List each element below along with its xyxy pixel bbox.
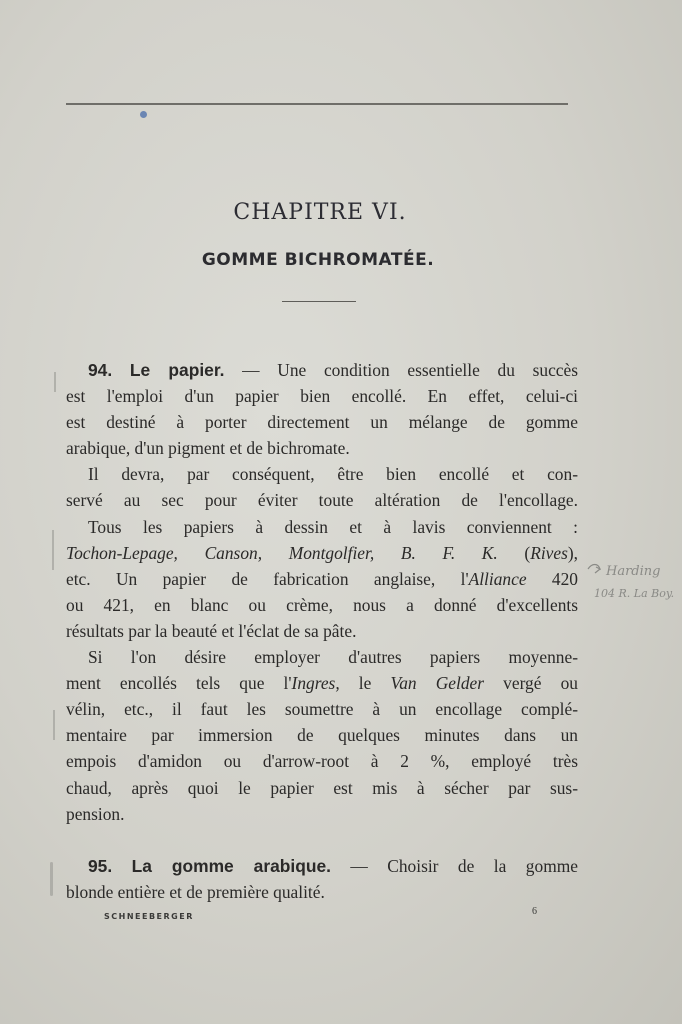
margin-pencil-mark [53, 710, 55, 740]
brand-name: Tochon-Lepage, [66, 542, 178, 563]
text-line [66, 566, 578, 592]
text-line: arabique, d'un pigment et de bichromate. [66, 438, 350, 459]
text-run: ment encollés tels que l' [66, 673, 292, 694]
title-divider [282, 301, 356, 302]
brand-name: Van Gelder [390, 673, 485, 694]
text-line [66, 357, 578, 383]
brand-name: Alliance [468, 568, 527, 589]
text-line: Il devra, par conséquent, être bien encollé et con- [88, 464, 578, 485]
text-line: ou 421, en blanc ou crème, nous a donné d'excellents [66, 594, 578, 615]
text-run: ( [524, 542, 531, 563]
printer-signature: SCHNEEBERGER [104, 912, 194, 921]
section-heading: Le papier. [129, 360, 225, 380]
text-run: ), [567, 542, 579, 563]
section-heading: La gomme arabique. [131, 855, 331, 876]
text-line: chaud, après quoi le papier est mis à sécher par sus- [66, 777, 578, 798]
text-run: etc. Un papier de fabrication anglaise, l' [66, 568, 469, 589]
chapter-title: CHAPITRE VI. [233, 200, 407, 225]
section-94 [66, 357, 578, 905]
text-line: Si l'on désire employer d'autres papiers moyenne- [88, 647, 578, 668]
ink-spot [140, 111, 147, 118]
brand-name: B. F. K. [400, 542, 498, 563]
text-line [66, 670, 578, 696]
brand-name: Canson, [204, 542, 263, 563]
text-line: empois d'amidon ou d'arrow-root à 2 %, employé très [66, 751, 578, 772]
chapter-subtitle: GOMME BICHROMATÉE. [201, 250, 435, 270]
margin-bracket-mark [50, 862, 53, 896]
pencil-annotation [586, 555, 682, 615]
text-line: servé au sec pour éviter toute altération de l'encollage. [66, 490, 578, 511]
text-line: résultats par la beauté et l'éclat de sa pâte. [66, 620, 357, 641]
top-rule [66, 103, 568, 105]
text-line [66, 853, 578, 879]
sheet-number: 6 [532, 906, 537, 917]
text-run: — Une condition essentielle du succès [224, 360, 578, 380]
text-line: vélin, etc., il faut les soumettre à un encollage complé- [66, 699, 578, 720]
text-line: est destiné à porter directement un mélange de gomme [66, 412, 578, 433]
section-number: 95. [88, 855, 113, 876]
text-line: blonde entière et de première qualité. [66, 881, 325, 902]
brand-name: Rives [530, 542, 568, 563]
text-run: vergé ou [484, 673, 578, 694]
pencil-note-line2: 104 R. La Boy. [594, 587, 675, 600]
text-line: est l'emploi d'un papier bien encollé. En effet, celui-ci [66, 386, 578, 407]
margin-pencil-mark [54, 372, 56, 392]
section-number: 94. [88, 360, 113, 380]
text-line: pension. [66, 803, 125, 824]
text-run: le [339, 673, 391, 694]
pencil-note-line1: Harding [606, 564, 661, 579]
text-run: 420 [526, 568, 579, 589]
paragraph-gap [66, 827, 578, 853]
text-run: — Choisir de la gomme [330, 855, 578, 876]
text-line: mentaire par immersion de quelques minutes dans un [66, 725, 578, 746]
margin-pencil-mark [52, 530, 54, 570]
text-line: Tous les papiers à dessin et à lavis conviennent : [88, 516, 578, 537]
text-line [66, 540, 578, 566]
brand-name: Montgolfier, [288, 542, 375, 563]
brand-name: Ingres, [291, 673, 340, 694]
